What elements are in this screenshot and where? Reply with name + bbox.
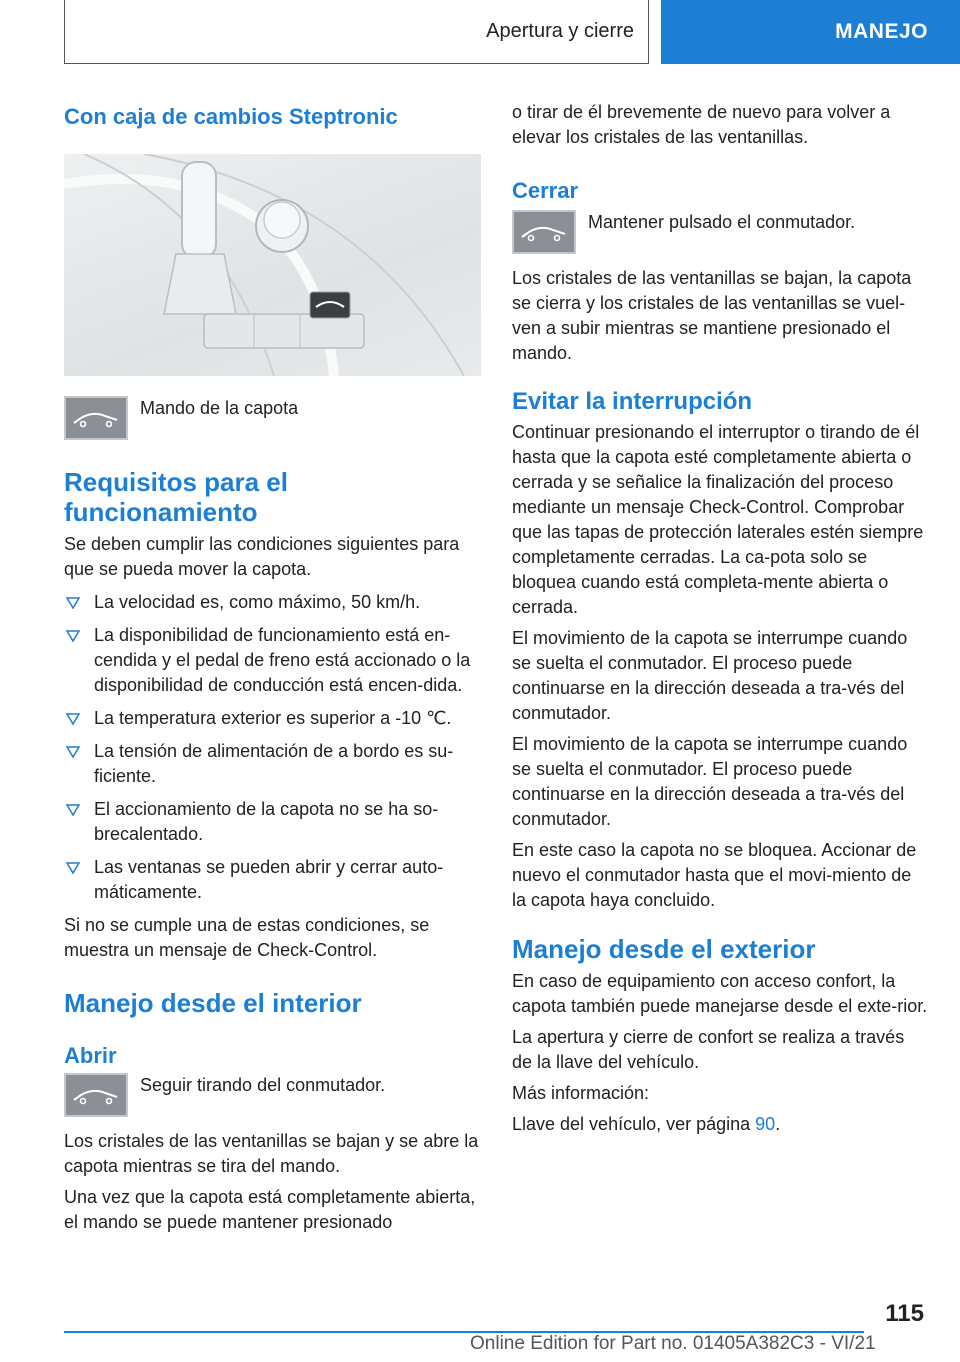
edition-info: Online Edition for Part no. 01405A382C3 - VI/21 bbox=[470, 1333, 876, 1354]
heading-abrir: Abrir bbox=[64, 1043, 117, 1069]
page-reference-link[interactable]: 90 bbox=[755, 1113, 776, 1134]
triangle-bullet-icon bbox=[64, 626, 82, 644]
heading-evitar: Evitar la interrupción bbox=[512, 388, 753, 416]
heading-steptronic: Con caja de cambios Steptronic bbox=[64, 104, 398, 129]
list-item-text: La velocidad es, como máximo, 50 km/h. bbox=[94, 592, 421, 613]
section-title: Apertura y cierre bbox=[486, 20, 634, 42]
list-item-text: La temperatura exterior es superior a -10 ℃. bbox=[94, 708, 452, 729]
abrir-icon-row bbox=[64, 1073, 481, 1117]
heading-requisitos: Requisitos para el funcionamiento bbox=[64, 467, 288, 528]
exterior-paragraph-3: Más información: bbox=[512, 1082, 650, 1103]
reference-text: Llave del vehículo, ver página bbox=[512, 1113, 756, 1134]
abrir-icon-text: Seguir tirando del conmutador. bbox=[140, 1075, 386, 1096]
list-item bbox=[64, 739, 481, 789]
triangle-bullet-icon bbox=[64, 742, 82, 760]
list-item-text: El accionamiento de la capota no se ha so-brecalentado. bbox=[94, 799, 439, 845]
convertible-roof-icon bbox=[512, 210, 576, 254]
page-number: 115 bbox=[885, 1300, 924, 1327]
console-illustration-drawing bbox=[64, 154, 481, 376]
roof-switch-caption-row bbox=[64, 396, 481, 440]
requisitos-list bbox=[64, 590, 481, 905]
list-item-text: La disponibilidad de funcionamiento está en-cendida y el pedal de freno está accionado o la disponibilidad de conducción está encen-dida. bbox=[94, 625, 471, 696]
cerrar-paragraph: Los cristales de las ventanillas se bajan, la capota se cierra y los cristales de las ventanillas se vuel-ven a subir mientras se mantiene presionado el mando. bbox=[512, 268, 912, 364]
right-column bbox=[512, 100, 928, 1137]
triangle-bullet-icon bbox=[64, 593, 82, 611]
convertible-roof-icon bbox=[64, 1073, 128, 1117]
gear-console-illustration bbox=[64, 154, 481, 376]
exterior-reference bbox=[512, 1112, 928, 1137]
triangle-bullet-icon bbox=[64, 858, 82, 876]
chapter-title: MANEJO bbox=[835, 20, 928, 43]
evitar-paragraph-2: El movimiento de la capota se interrumpe cuando se suelta el conmutador. El proceso puede continuarse en la dirección deseada a tra-vés del conmutador. bbox=[512, 627, 908, 723]
list-item-text: Las ventanas se pueden abrir y cerrar auto-máticamente. bbox=[94, 857, 444, 903]
icon-caption: Mando de la capota bbox=[140, 398, 299, 419]
heading-cerrar: Cerrar bbox=[512, 178, 579, 203]
reference-suffix: . bbox=[775, 1113, 781, 1134]
requisitos-outro: Si no se cumple una de estas condiciones, se muestra un mensaje de Check-Control. bbox=[64, 915, 430, 961]
list-item bbox=[64, 797, 481, 847]
triangle-bullet-icon bbox=[64, 709, 82, 727]
requisitos-intro: Se deben cumplir las condiciones siguientes para que se pueda mover la capota. bbox=[64, 534, 460, 580]
evitar-paragraph-4: En este caso la capota no se bloquea. Accionar de nuevo el conmutador hasta que el movi-miento de la capota haya concluido. bbox=[512, 839, 917, 910]
left-column bbox=[64, 100, 481, 1235]
header-chapter-tab[interactable] bbox=[661, 0, 960, 64]
cerrar-icon-row bbox=[512, 210, 928, 254]
heading-exterior: Manejo desde el exterior bbox=[512, 933, 816, 964]
triangle-bullet-icon bbox=[64, 800, 82, 818]
convertible-roof-icon bbox=[64, 396, 128, 440]
exterior-paragraph-1: En caso de equipamiento con acceso confort, la capota también puede manejarse desde el exte-rior. bbox=[512, 970, 928, 1016]
list-item-text: La tensión de alimentación de a bordo es su-ficiente. bbox=[94, 741, 454, 787]
evitar-paragraph-3: El movimiento de la capota se interrumpe cuando se suelta el conmutador. El proceso puede continuarse en la dirección deseada a tra-vés del conmutador. bbox=[512, 733, 908, 829]
cerrar-icon-text: Mantener pulsado el conmutador. bbox=[588, 212, 856, 233]
list-item bbox=[64, 855, 481, 905]
list-item bbox=[64, 590, 481, 615]
heading-interior: Manejo desde el interior bbox=[64, 988, 362, 1019]
continuation-paragraph: o tirar de él brevemente de nuevo para volver a elevar los cristales de las ventanillas. bbox=[512, 102, 891, 147]
abrir-paragraph-2: Una vez que la capota está completamente abierta, el mando se puede mantener presionado bbox=[64, 1187, 476, 1233]
header-section-title bbox=[64, 0, 649, 64]
evitar-paragraph-1: Continuar presionando el interruptor o tirando de él hasta que la capota esté completamente abierta o cerrada y se señalice la finalización del proceso mediante un mensaje Check-Control. Comprobar que las tapas de protección laterales estén siempre completamente cerradas. La ca-pota solo se bloquea cuando está completa-mente abierta o cerrada. bbox=[512, 421, 924, 617]
list-item bbox=[64, 623, 481, 698]
list-item bbox=[64, 706, 481, 731]
exterior-paragraph-2: La apertura y cierre de confort se realiza a través de la llave del vehículo. bbox=[512, 1026, 905, 1072]
abrir-paragraph-1: Los cristales de las ventanillas se bajan y se abre la capota mientras se tira del mando. bbox=[64, 1131, 479, 1177]
